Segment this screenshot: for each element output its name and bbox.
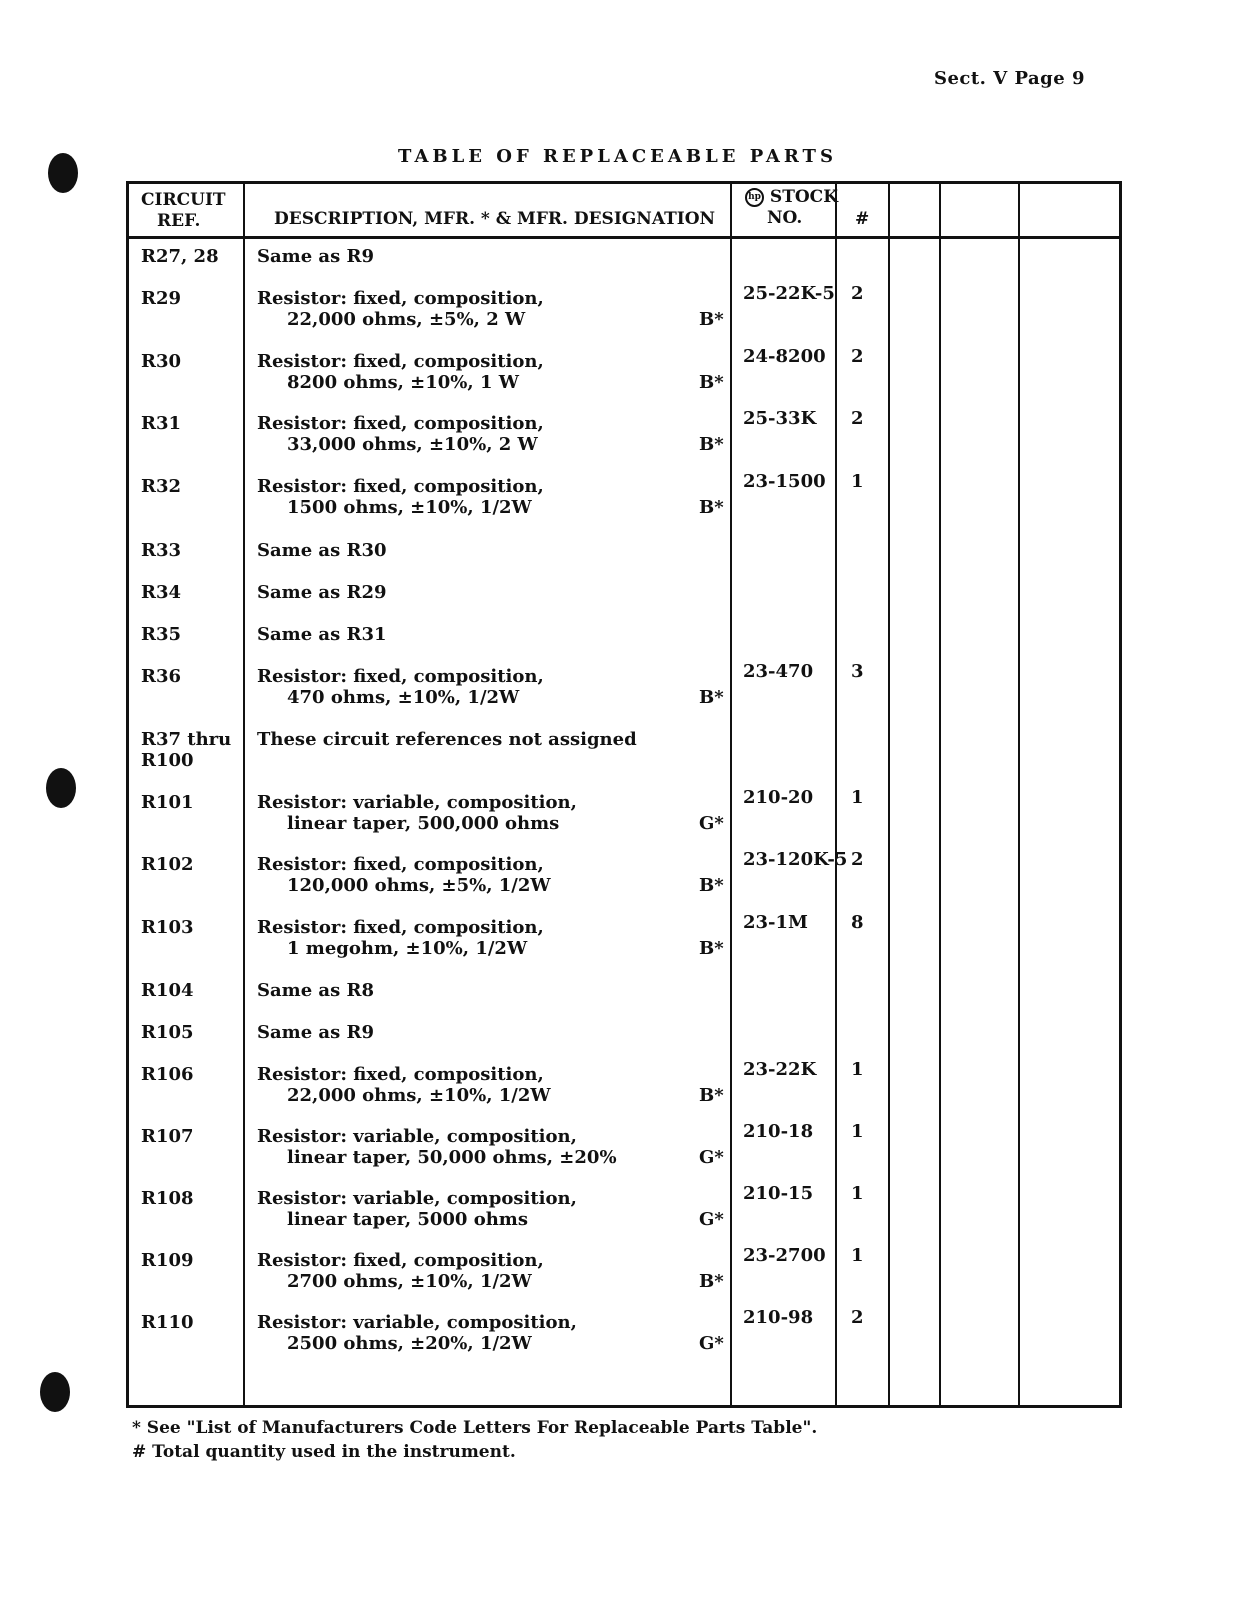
circuit-ref: R31 (141, 413, 182, 434)
description-line: Resistor: fixed, composition, (257, 1250, 544, 1271)
stock-number: 25-22K-5 (743, 283, 835, 304)
circuit-ref: R107 (141, 1126, 194, 1147)
stock-number: 23-1M (743, 912, 808, 933)
quantity: 1 (851, 1121, 864, 1142)
description-line: Resistor: fixed, composition, (257, 351, 544, 372)
description-line-2: 22,000 ohms, ±10%, 1/2W (287, 1085, 551, 1106)
circuit-ref-continued: R100 (141, 750, 194, 771)
footnote-quantity: # Total quantity used in the instrument. (132, 1442, 516, 1462)
description-line: Same as R9 (257, 1022, 374, 1043)
circuit-ref: R110 (141, 1312, 194, 1333)
stock-number: 23-2700 (743, 1245, 826, 1266)
stock-number: 23-120K-5 (743, 849, 848, 870)
circuit-ref: R29 (141, 288, 182, 309)
quantity: 1 (851, 1059, 864, 1080)
header-stock-no: hp STOCK NO. (745, 187, 838, 229)
description-line: Resistor: variable, composition, (257, 792, 577, 813)
description-line: Resistor: fixed, composition, (257, 854, 544, 875)
description-line: Same as R31 (257, 624, 387, 645)
description-line-2: 8200 ohms, ±10%, 1 W (287, 372, 519, 393)
quantity: 2 (851, 849, 864, 870)
manufacturer-code: G* (699, 1333, 724, 1354)
circuit-ref: R105 (141, 1022, 194, 1043)
description-line: Same as R9 (257, 246, 374, 267)
circuit-ref: R30 (141, 351, 182, 372)
stock-number: 210-15 (743, 1183, 814, 1204)
circuit-ref: R109 (141, 1250, 194, 1271)
column-divider (888, 184, 890, 1405)
quantity: 2 (851, 408, 864, 429)
description-line: Resistor: fixed, composition, (257, 476, 544, 497)
quantity: 1 (851, 787, 864, 808)
description-line-2: 2500 ohms, ±20%, 1/2W (287, 1333, 532, 1354)
column-divider (243, 184, 245, 1405)
page-header: Sect. V Page 9 (933, 68, 1085, 89)
description-line: Resistor: fixed, composition, (257, 1064, 544, 1085)
stock-number: 210-20 (743, 787, 814, 808)
description-line: Resistor: fixed, composition, (257, 917, 544, 938)
circuit-ref: R36 (141, 666, 182, 687)
description-line: Resistor: variable, composition, (257, 1188, 577, 1209)
header-circuit-ref: CIRCUIT REF. (141, 190, 226, 231)
description-line-2: 2700 ohms, ±10%, 1/2W (287, 1271, 532, 1292)
stock-number: 25-33K (743, 408, 817, 429)
description-line-2: linear taper, 50,000 ohms, ±20% (287, 1147, 617, 1168)
stock-number: 24-8200 (743, 346, 826, 367)
manufacturer-code: G* (699, 1147, 724, 1168)
circuit-ref: R102 (141, 854, 194, 875)
manufacturer-code: B* (699, 875, 724, 896)
description-line: Same as R8 (257, 980, 374, 1001)
description-line: Resistor: fixed, composition, (257, 413, 544, 434)
quantity: 8 (851, 912, 864, 933)
footnote-manufacturers: * See "List of Manufacturers Code Letters For Replaceable Parts Table". (132, 1418, 818, 1438)
manufacturer-code: G* (699, 813, 724, 834)
manufacturer-code: B* (699, 687, 724, 708)
quantity: 2 (851, 283, 864, 304)
description-line: Resistor: fixed, composition, (257, 666, 544, 687)
manufacturer-code: B* (699, 434, 724, 455)
stock-number: 210-18 (743, 1121, 814, 1142)
stock-number: 23-1500 (743, 471, 826, 492)
quantity: 3 (851, 661, 864, 682)
manufacturer-code: B* (699, 938, 724, 959)
quantity: 1 (851, 471, 864, 492)
circuit-ref: R34 (141, 582, 182, 603)
manufacturer-code: B* (699, 497, 724, 518)
punch-hole-middle (46, 768, 76, 808)
column-divider (835, 184, 837, 1405)
header-description: DESCRIPTION, MFR. * & MFR. DESIGNATION (274, 209, 716, 229)
manufacturer-code: B* (699, 1085, 724, 1106)
header-quantity: # (855, 209, 870, 229)
stock-number: 210-98 (743, 1307, 814, 1328)
description-line: Same as R29 (257, 582, 387, 603)
circuit-ref: R33 (141, 540, 182, 561)
circuit-ref: R104 (141, 980, 194, 1001)
description-line: Same as R30 (257, 540, 387, 561)
circuit-ref: R101 (141, 792, 194, 813)
column-divider (1018, 184, 1020, 1405)
header-divider (129, 236, 1119, 239)
parts-table (126, 181, 1122, 1408)
description-line: Resistor: variable, composition, (257, 1312, 577, 1333)
description-line: Resistor: fixed, composition, (257, 288, 544, 309)
description-line-2: linear taper, 5000 ohms (287, 1209, 528, 1230)
description-line-2: 33,000 ohms, ±10%, 2 W (287, 434, 538, 455)
description-line-2: 470 ohms, ±10%, 1/2W (287, 687, 520, 708)
description-line-2: 22,000 ohms, ±5%, 2 W (287, 309, 526, 330)
description-line: Resistor: variable, composition, (257, 1126, 577, 1147)
punch-hole-bottom (40, 1372, 70, 1412)
quantity: 2 (851, 346, 864, 367)
hp-logo-icon: hp (745, 188, 764, 207)
description-line: These circuit references not assigned (257, 729, 637, 750)
column-divider (730, 184, 732, 1405)
manufacturer-code: B* (699, 309, 724, 330)
circuit-ref: R103 (141, 917, 194, 938)
quantity: 2 (851, 1307, 864, 1328)
stock-number: 23-22K (743, 1059, 817, 1080)
manufacturer-code: G* (699, 1209, 724, 1230)
description-line-2: 120,000 ohms, ±5%, 1/2W (287, 875, 551, 896)
circuit-ref: R32 (141, 476, 182, 497)
quantity: 1 (851, 1245, 864, 1266)
circuit-ref: R37 thru (141, 729, 232, 750)
description-line-2: linear taper, 500,000 ohms (287, 813, 560, 834)
page-title: TABLE OF REPLACEABLE PARTS (398, 146, 837, 167)
description-line-2: 1 megohm, ±10%, 1/2W (287, 938, 528, 959)
circuit-ref: R108 (141, 1188, 194, 1209)
circuit-ref: R27, 28 (141, 246, 219, 267)
circuit-ref: R106 (141, 1064, 194, 1085)
manufacturer-code: B* (699, 372, 724, 393)
column-divider (939, 184, 941, 1405)
circuit-ref: R35 (141, 624, 182, 645)
description-line-2: 1500 ohms, ±10%, 1/2W (287, 497, 532, 518)
quantity: 1 (851, 1183, 864, 1204)
manufacturer-code: B* (699, 1271, 724, 1292)
stock-number: 23-470 (743, 661, 814, 682)
